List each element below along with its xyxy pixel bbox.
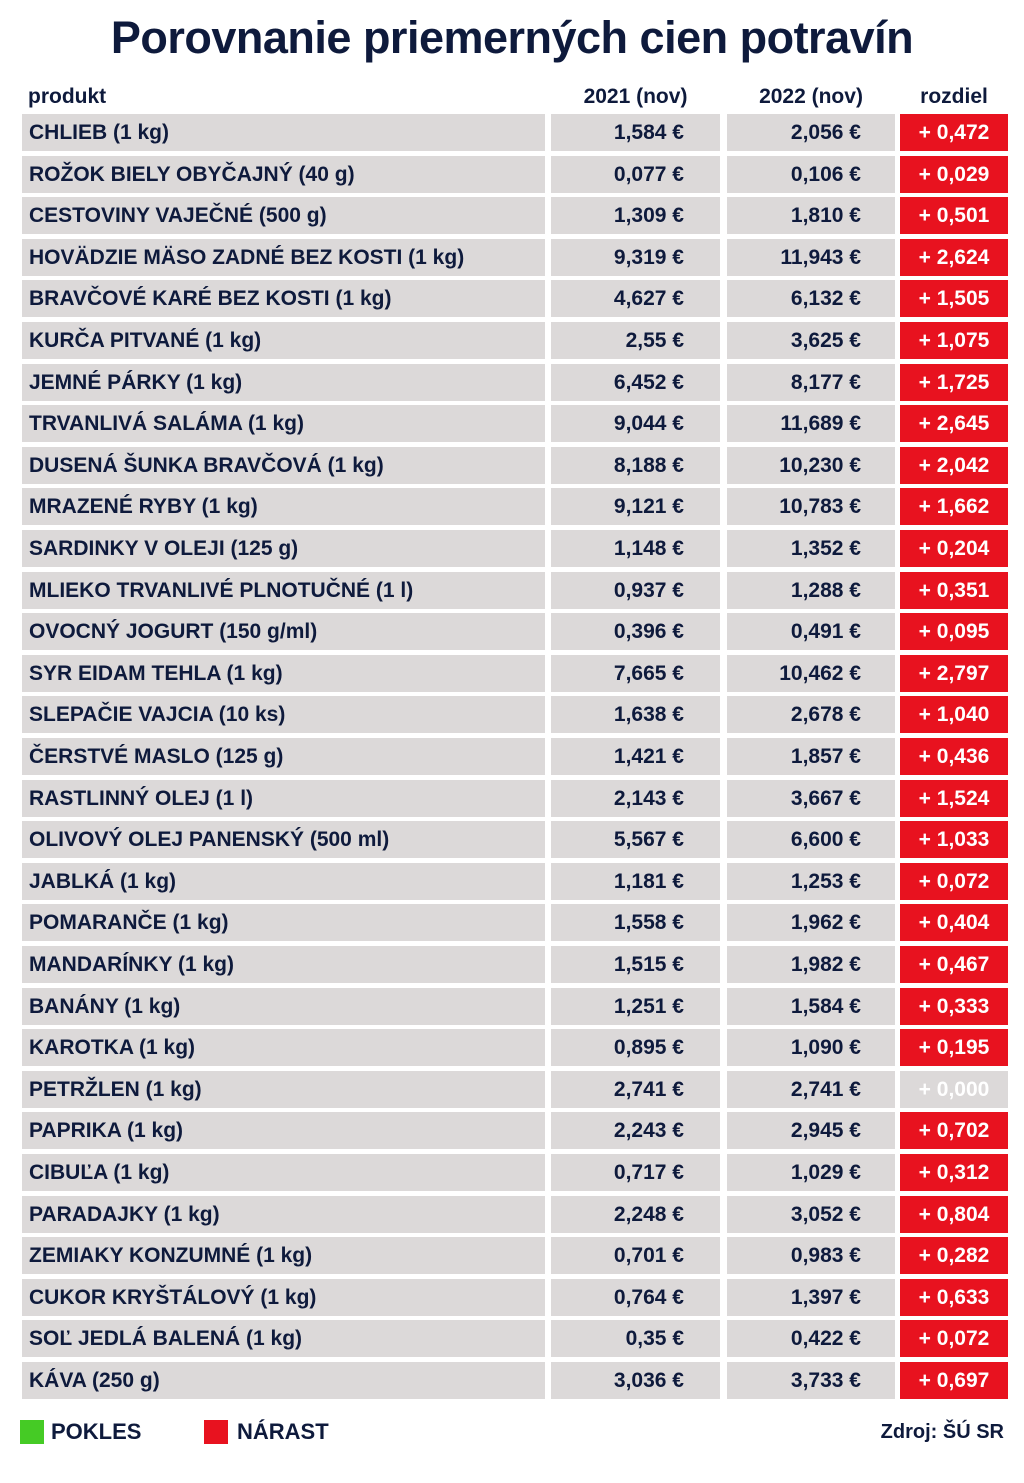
table-row [0,904,1024,941]
difference-cell: + 1,524 [900,780,1008,817]
price-2022-cell: 11,689 € [727,405,895,442]
price-2022-cell: 6,600 € [727,821,895,858]
product-cell: MLIEKO TRVANLIVÉ PLNOTUČNÉ (1 l) [22,572,545,609]
difference-cell: + 2,624 [900,239,1008,276]
table-row [0,572,1024,609]
table-row [0,405,1024,442]
price-2022-cell: 1,397 € [727,1279,895,1316]
difference-cell: + 0,072 [900,1320,1008,1357]
table-row [0,655,1024,692]
difference-cell: + 0,282 [900,1237,1008,1274]
table-row [0,1029,1024,1066]
product-cell: PETRŽLEN (1 kg) [22,1071,545,1108]
product-cell: KURČA PITVANÉ (1 kg) [22,322,545,359]
column-header-difference: rozdiel [920,85,988,108]
product-cell: BRAVČOVÉ KARÉ BEZ KOSTI (1 kg) [22,280,545,317]
price-2021-cell: 0,764 € [551,1279,720,1316]
price-2022-cell: 1,288 € [727,572,895,609]
price-2021-cell: 2,741 € [551,1071,720,1108]
page-title: Porovnanie priemerných cien potravín [110,12,914,63]
table-row [0,114,1024,151]
price-2021-cell: 9,044 € [551,405,720,442]
difference-cell: + 2,797 [900,655,1008,692]
product-cell: DUSENÁ ŠUNKA BRAVČOVÁ (1 kg) [22,447,545,484]
price-2021-cell: 0,701 € [551,1237,720,1274]
price-2021-cell: 1,309 € [551,197,720,234]
table-row [0,1112,1024,1149]
table-row [0,738,1024,775]
product-cell: HOVÄDZIE MÄSO ZADNÉ BEZ KOSTI (1 kg) [22,239,545,276]
price-2021-cell: 1,515 € [551,946,720,983]
price-2022-cell: 3,625 € [727,322,895,359]
price-2022-cell: 1,253 € [727,863,895,900]
product-cell: ZEMIAKY KONZUMNÉ (1 kg) [22,1237,545,1274]
table-row [0,780,1024,817]
legend-swatch-decrease [20,1420,44,1444]
product-cell: BANÁNY (1 kg) [22,988,545,1025]
difference-cell: + 0,404 [900,904,1008,941]
table-row [0,488,1024,525]
product-cell: SYR EIDAM TEHLA (1 kg) [22,655,545,692]
price-2021-cell: 2,55 € [551,322,720,359]
price-2021-cell: 1,251 € [551,988,720,1025]
price-2021-cell: 0,937 € [551,572,720,609]
difference-cell: + 1,505 [900,280,1008,317]
difference-cell: + 0,333 [900,988,1008,1025]
product-cell: CUKOR KRYŠTÁLOVÝ (1 kg) [22,1279,545,1316]
price-2021-cell: 9,319 € [551,239,720,276]
table-row [0,1279,1024,1316]
product-cell: KAROTKA (1 kg) [22,1029,545,1066]
difference-cell: + 1,662 [900,488,1008,525]
price-2021-cell: 7,665 € [551,655,720,692]
price-2021-cell: 2,248 € [551,1196,720,1233]
price-2021-cell: 0,895 € [551,1029,720,1066]
price-2022-cell: 2,945 € [727,1112,895,1149]
price-2021-cell: 4,627 € [551,280,720,317]
table-row [0,530,1024,567]
price-2022-cell: 1,810 € [727,197,895,234]
table-row [0,1237,1024,1274]
price-2021-cell: 1,421 € [551,738,720,775]
difference-cell: + 0,204 [900,530,1008,567]
table-row [0,821,1024,858]
table-row [0,197,1024,234]
price-2022-cell: 10,230 € [727,447,895,484]
price-2021-cell: 1,584 € [551,114,720,151]
price-2022-cell: 1,090 € [727,1029,895,1066]
table-row [0,1196,1024,1233]
product-cell: CHLIEB (1 kg) [22,114,545,151]
difference-cell: + 0,436 [900,738,1008,775]
price-2022-cell: 6,132 € [727,280,895,317]
price-2022-cell: 2,056 € [727,114,895,151]
product-cell: TRVANLIVÁ SALÁMA (1 kg) [22,405,545,442]
table-row [0,280,1024,317]
difference-cell: + 0,467 [900,946,1008,983]
table-row [0,613,1024,650]
price-2022-cell: 1,857 € [727,738,895,775]
product-cell: MANDARÍNKY (1 kg) [22,946,545,983]
product-cell: OVOCNÝ JOGURT (150 g/ml) [22,613,545,650]
price-2021-cell: 8,188 € [551,447,720,484]
product-cell: PAPRIKA (1 kg) [22,1112,545,1149]
product-cell: CIBUĽA (1 kg) [22,1154,545,1191]
difference-cell: + 1,040 [900,696,1008,733]
price-2022-cell: 10,462 € [727,655,895,692]
difference-cell: + 0,633 [900,1279,1008,1316]
legend-swatch-increase [204,1420,228,1444]
table-row [0,447,1024,484]
difference-cell: + 0,501 [900,197,1008,234]
price-2021-cell: 3,036 € [551,1362,720,1399]
difference-cell: + 0,697 [900,1362,1008,1399]
price-2022-cell: 0,422 € [727,1320,895,1357]
legend-label-decrease: POKLES [51,1419,142,1444]
product-cell: SLEPAČIE VAJCIA (10 ks) [22,696,545,733]
column-header-2021: 2021 (nov) [583,85,688,108]
table-row [0,946,1024,983]
difference-cell: + 1,033 [900,821,1008,858]
product-cell: POMARANČE (1 kg) [22,904,545,941]
price-2022-cell: 3,667 € [727,780,895,817]
product-cell: ROŽOK BIELY OBYČAJNÝ (40 g) [22,156,545,193]
product-cell: OLIVOVÝ OLEJ PANENSKÝ (500 ml) [22,821,545,858]
difference-cell: + 0,312 [900,1154,1008,1191]
price-2022-cell: 2,678 € [727,696,895,733]
table-row [0,1071,1024,1108]
column-header-2022: 2022 (nov) [759,85,863,108]
price-2022-cell: 10,783 € [727,488,895,525]
product-cell: SOĽ JEDLÁ BALENÁ (1 kg) [22,1320,545,1357]
product-cell: RASTLINNÝ OLEJ (1 l) [22,780,545,817]
table-row [0,863,1024,900]
price-2022-cell: 1,029 € [727,1154,895,1191]
table-row [0,156,1024,193]
price-2021-cell: 0,396 € [551,613,720,650]
product-cell: JABLKÁ (1 kg) [22,863,545,900]
price-2021-cell: 2,143 € [551,780,720,817]
difference-cell: + 1,075 [900,322,1008,359]
price-2021-cell: 1,181 € [551,863,720,900]
price-2021-cell: 0,35 € [551,1320,720,1357]
difference-cell: + 0,000 [900,1071,1008,1108]
price-2022-cell: 1,982 € [727,946,895,983]
price-2021-cell: 2,243 € [551,1112,720,1149]
table-row [0,322,1024,359]
difference-cell: + 0,095 [900,613,1008,650]
difference-cell: + 0,195 [900,1029,1008,1066]
difference-cell: + 2,645 [900,405,1008,442]
product-cell: ČERSTVÉ MASLO (125 g) [22,738,545,775]
product-cell: MRAZENÉ RYBY (1 kg) [22,488,545,525]
price-2022-cell: 8,177 € [727,364,895,401]
price-2022-cell: 3,733 € [727,1362,895,1399]
price-2022-cell: 1,352 € [727,530,895,567]
price-2022-cell: 1,584 € [727,988,895,1025]
table-row [0,364,1024,401]
price-2022-cell: 0,983 € [727,1237,895,1274]
price-2021-cell: 9,121 € [551,488,720,525]
difference-cell: + 0,702 [900,1112,1008,1149]
price-2021-cell: 5,567 € [551,821,720,858]
difference-cell: + 0,029 [900,156,1008,193]
product-cell: SARDINKY V OLEJI (125 g) [22,530,545,567]
price-2022-cell: 3,052 € [727,1196,895,1233]
difference-cell: + 0,072 [900,863,1008,900]
source-note: Zdroj: ŠÚ SR [880,1421,1004,1443]
product-cell: KÁVA (250 g) [22,1362,545,1399]
difference-cell: + 0,804 [900,1196,1008,1233]
difference-cell: + 0,472 [900,114,1008,151]
table-row [0,696,1024,733]
column-header-product: produkt [28,85,107,108]
table-row [0,1320,1024,1357]
difference-cell: + 1,725 [900,364,1008,401]
product-cell: CESTOVINY VAJEČNÉ (500 g) [22,197,545,234]
price-2021-cell: 1,148 € [551,530,720,567]
price-2021-cell: 1,638 € [551,696,720,733]
price-2021-cell: 6,452 € [551,364,720,401]
price-2022-cell: 0,106 € [727,156,895,193]
price-2021-cell: 0,717 € [551,1154,720,1191]
price-2022-cell: 0,491 € [727,613,895,650]
product-cell: PARADAJKY (1 kg) [22,1196,545,1233]
table-row [0,1154,1024,1191]
price-2021-cell: 1,558 € [551,904,720,941]
price-2022-cell: 1,962 € [727,904,895,941]
table-row [0,1362,1024,1399]
table-row [0,988,1024,1025]
difference-cell: + 2,042 [900,447,1008,484]
table-row [0,239,1024,276]
price-2022-cell: 11,943 € [727,239,895,276]
product-cell: JEMNÉ PÁRKY (1 kg) [22,364,545,401]
legend-label-increase: NÁRAST [237,1419,329,1444]
difference-cell: + 0,351 [900,572,1008,609]
price-2022-cell: 2,741 € [727,1071,895,1108]
price-2021-cell: 0,077 € [551,156,720,193]
